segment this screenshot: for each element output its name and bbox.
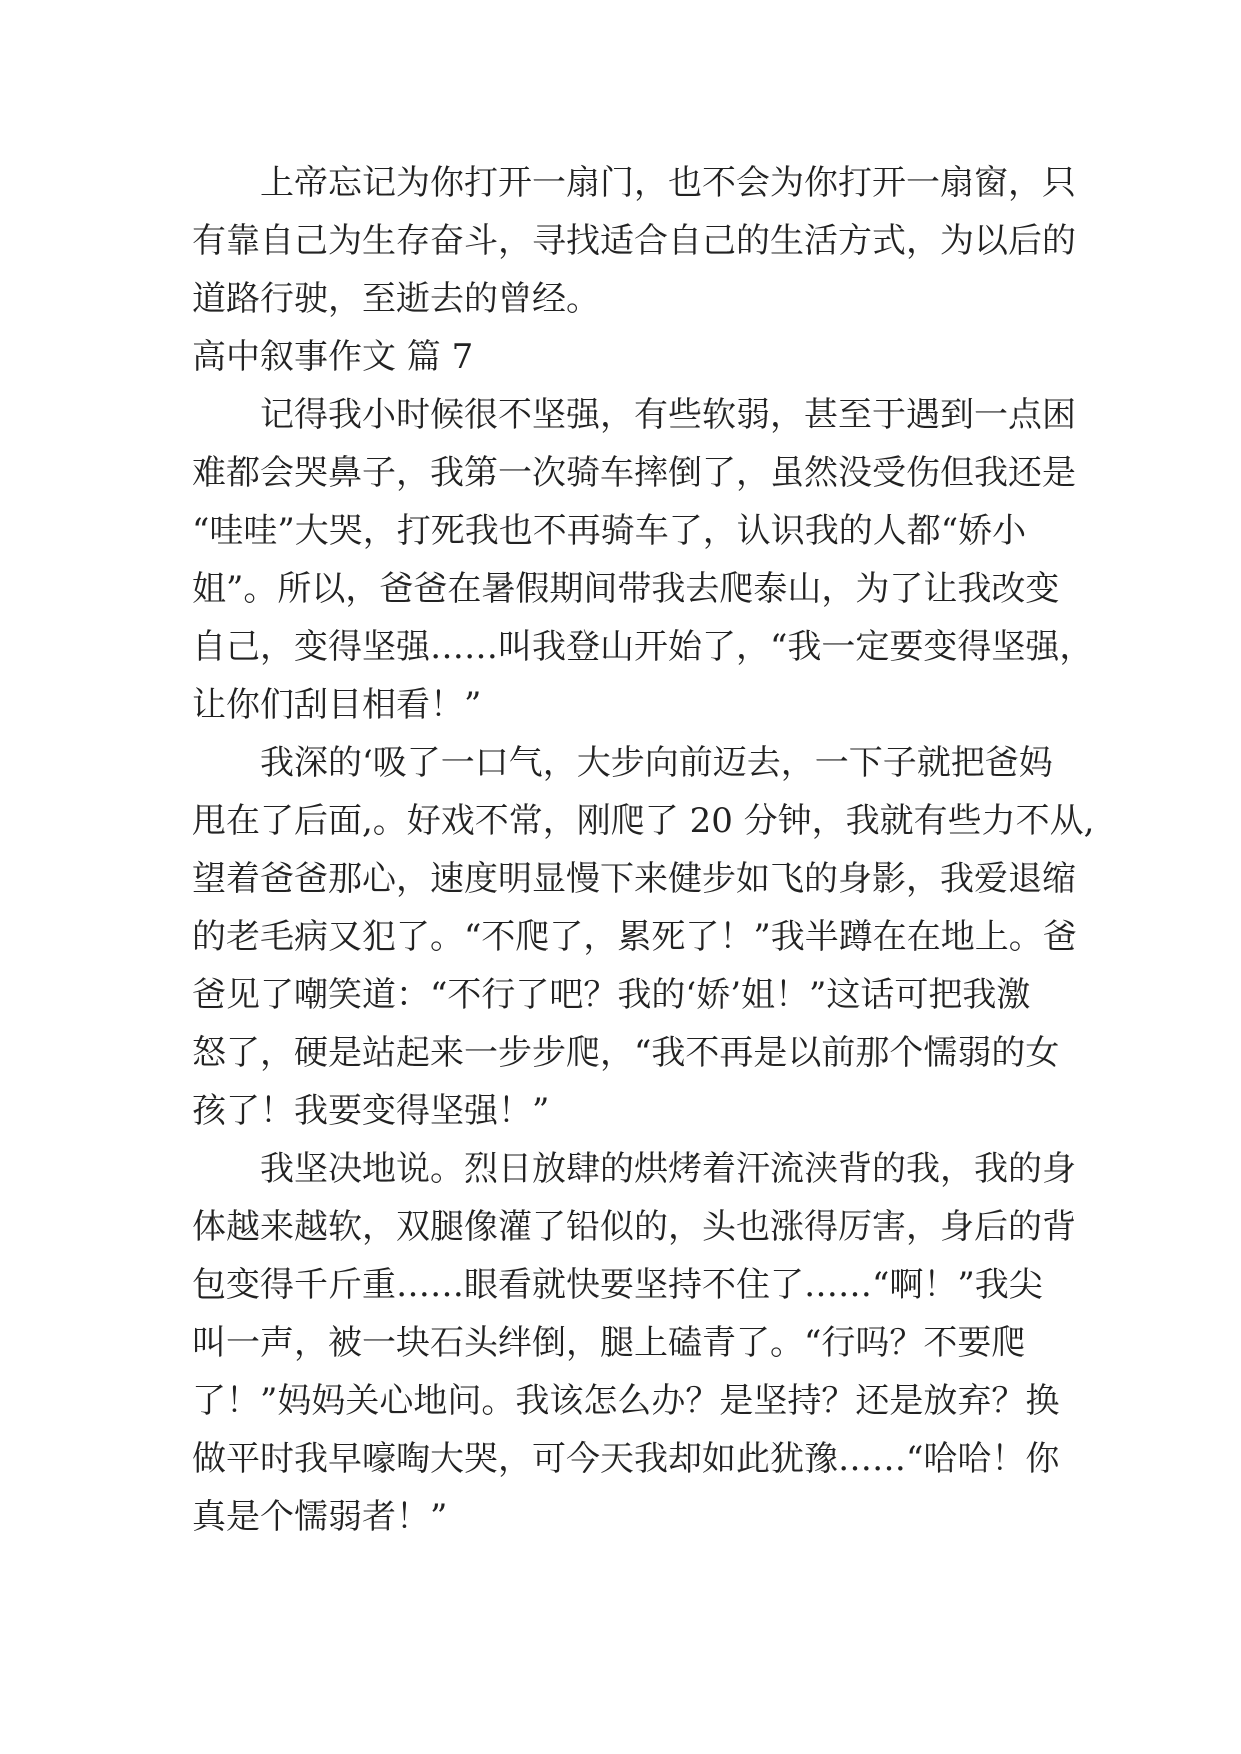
- text-line: “哇哇”大哭，打死我也不再骑车了，认识我的人都“娇小: [192, 511, 1027, 551]
- text-line: 难都会哭鼻子，我第一次骑车摔倒了，虽然没受伤但我还是: [192, 453, 1076, 493]
- document-body: [192, 154, 1095, 1546]
- text-line: 做平时我早嚎啕大哭，可今天我却如此犹豫……“哈哈！你: [192, 1439, 1060, 1479]
- text-line: 道路行驶，至逝去的曾经。: [192, 279, 600, 319]
- paragraph-3: [192, 1140, 1076, 1546]
- text-line: 上帝忘记为你打开一扇门，也不会为你打开一扇窗，只: [260, 163, 1076, 203]
- text-line: 怒了，硬是站起来一步步爬，“我不再是以前那个懦弱的女: [192, 1033, 1060, 1073]
- text-line: 记得我小时候很不坚强，有些软弱，甚至于遇到一点困: [260, 395, 1076, 435]
- text-line: 我坚决地说。烈日放肆的烘烤着汗流浃背的我，我的身: [260, 1149, 1076, 1189]
- text-line: 孩了！我要变得坚强！”: [192, 1091, 550, 1131]
- text-line: 让你们刮目相看！”: [192, 685, 482, 725]
- text-line: 的老毛病又犯了。“不爬了，累死了！”我半蹲在在地上。爸: [192, 917, 1077, 957]
- text-line: 爸见了嘲笑道：“不行了吧？我的‘娇’姐！”这话可把我激: [192, 975, 1031, 1015]
- text-line: 甩在了后面,。好戏不常，刚爬了 20 分钟，我就有些力不从,: [192, 801, 1095, 841]
- paragraph-2: [192, 734, 1095, 1140]
- text-line: 了！”妈妈关心地问。我该怎么办？是坚持？还是放弃？换: [192, 1381, 1060, 1421]
- text-line: 真是个懦弱者！”: [192, 1497, 448, 1537]
- text-line: 自己，变得坚强……叫我登山开始了，“我一定要变得坚强，: [192, 627, 1094, 667]
- paragraph-1: [192, 386, 1094, 734]
- text-line: 望着爸爸那心，速度明显慢下来健步如飞的身影，我爱退缩: [192, 859, 1076, 899]
- section-heading: 高中叙事作文 篇 7: [192, 337, 474, 377]
- text-line: 包变得千斤重……眼看就快要坚持不住了……“啊！”我尖: [192, 1265, 1043, 1305]
- text-line: 叫一声，被一块石头绊倒，腿上磕青了。“行吗？不要爬: [192, 1323, 1026, 1363]
- intro-paragraph: [192, 154, 1076, 328]
- text-line: 我深的‘吸了一口气，大步向前迈去，一下子就把爸妈: [260, 743, 1053, 783]
- text-line: 姐”。所以，爸爸在暑假期间带我去爬泰山，为了让我改变: [192, 569, 1060, 609]
- text-line: 有靠自己为生存奋斗，寻找适合自己的生活方式，为以后的: [192, 221, 1076, 261]
- text-line: 体越来越软，双腿像灌了铅似的，头也涨得厉害，身后的背: [192, 1207, 1076, 1247]
